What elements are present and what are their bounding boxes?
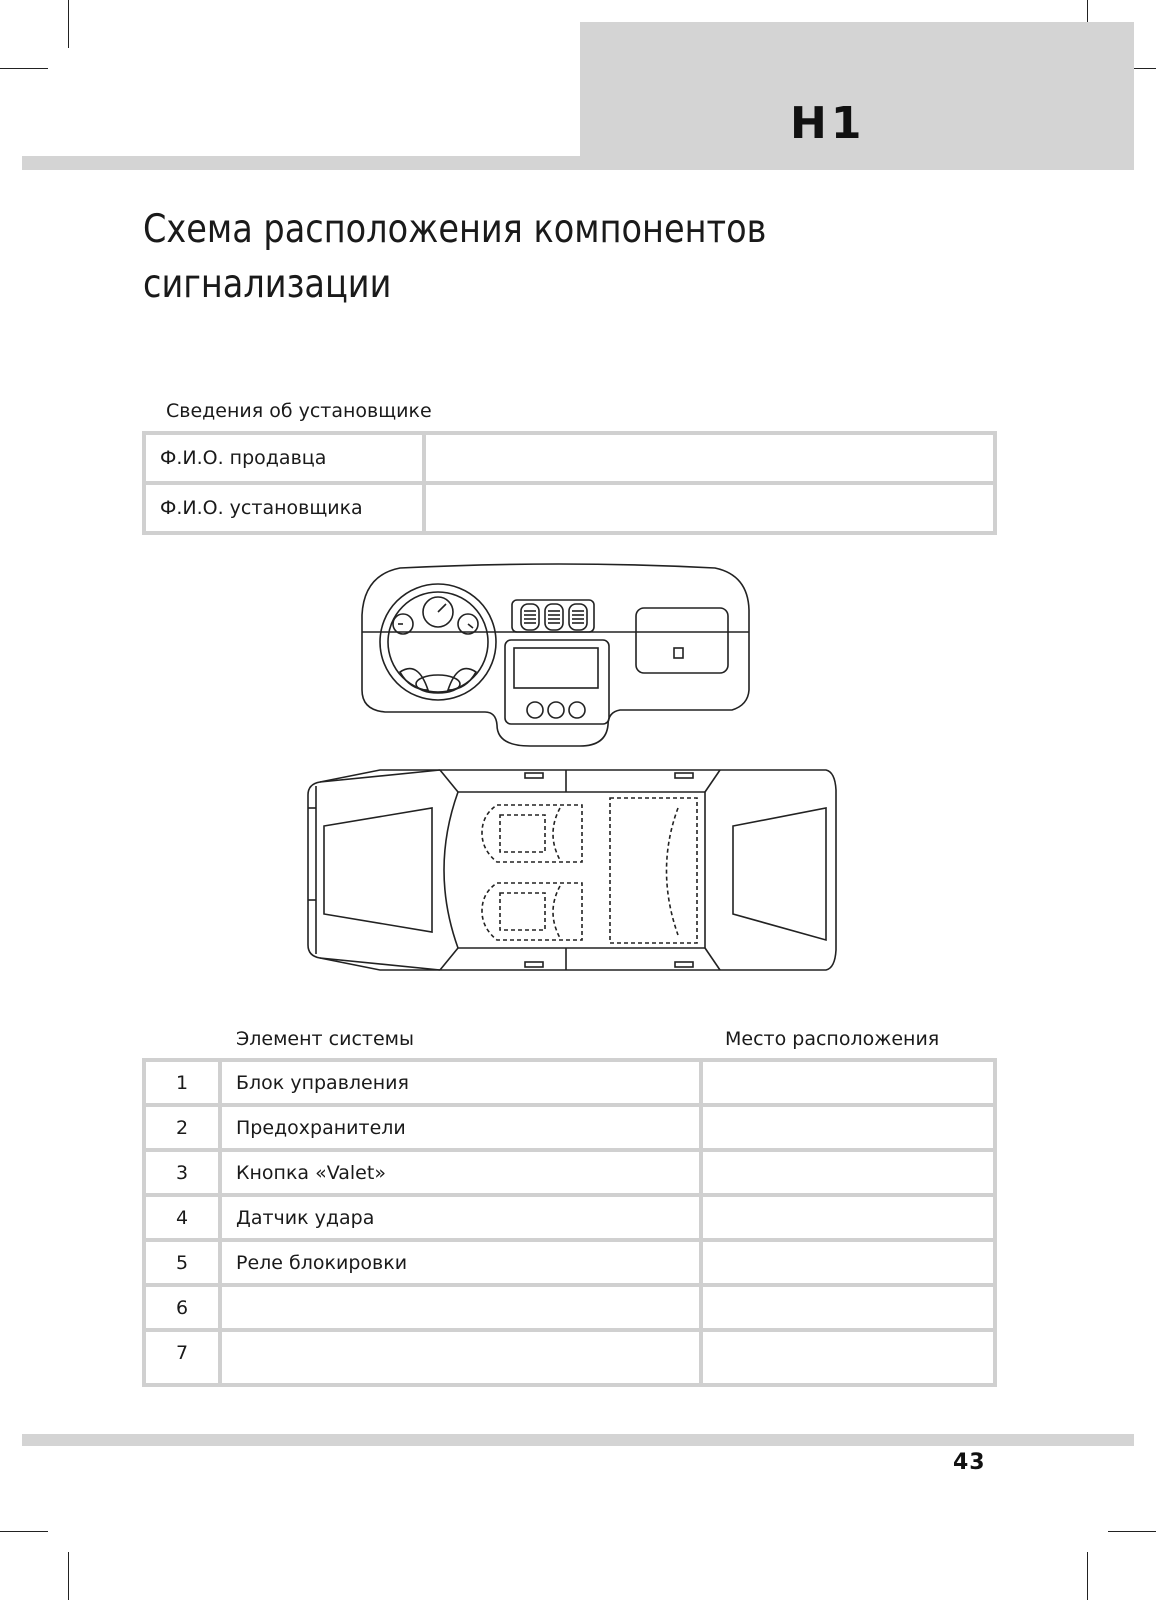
- row-element: Предохранители: [220, 1105, 701, 1150]
- row-location[interactable]: [701, 1105, 995, 1150]
- table-row: [144, 1060, 995, 1105]
- row-location[interactable]: [701, 1330, 995, 1385]
- row-number: 4: [144, 1195, 220, 1240]
- row-location[interactable]: [701, 1285, 995, 1330]
- rear-window: [733, 808, 826, 940]
- row-location[interactable]: [701, 1195, 995, 1240]
- page-number: 43: [953, 1450, 986, 1475]
- row-element: Блок управления: [220, 1060, 701, 1105]
- steering-wheel: [380, 584, 496, 700]
- row-location[interactable]: [701, 1150, 995, 1195]
- table-row: [144, 1240, 995, 1285]
- table-row: [144, 1285, 995, 1330]
- row-number: 1: [144, 1060, 220, 1105]
- col-element-header: Элемент системы: [236, 1028, 414, 1050]
- row-element[interactable]: [220, 1285, 701, 1330]
- components-table: [142, 1058, 997, 1387]
- row-number: 3: [144, 1150, 220, 1195]
- installer-row-label: Ф.И.О. продавца: [144, 433, 424, 483]
- dashboard-diagram: [362, 564, 749, 746]
- table-row: [144, 1150, 995, 1195]
- installer-info-label: Сведения об установщике: [166, 400, 432, 422]
- row-number: 7: [144, 1330, 220, 1385]
- row-element: Кнопка «Valet»: [220, 1150, 701, 1195]
- row-number: 6: [144, 1285, 220, 1330]
- windshield: [324, 808, 432, 932]
- row-element: Датчик удара: [220, 1195, 701, 1240]
- col-location-header: Место расположения: [725, 1028, 940, 1050]
- table-row: [144, 1105, 995, 1150]
- model-label: H1: [790, 98, 866, 149]
- row-location[interactable]: [701, 1240, 995, 1285]
- table-row: [144, 1330, 995, 1385]
- footer-band: [22, 1434, 1134, 1446]
- car-top-view-diagram: [308, 770, 836, 970]
- page-title: Схема расположения компонентов сигнализации: [143, 207, 767, 307]
- row-number: 5: [144, 1240, 220, 1285]
- row-element: Реле блокировки: [220, 1240, 701, 1285]
- glovebox: [636, 608, 728, 673]
- row-number: 2: [144, 1105, 220, 1150]
- row-element[interactable]: [220, 1330, 701, 1385]
- table-row: [144, 1195, 995, 1240]
- row-location[interactable]: [701, 1060, 995, 1105]
- installer-row-label: Ф.И.О. установщика: [144, 483, 424, 533]
